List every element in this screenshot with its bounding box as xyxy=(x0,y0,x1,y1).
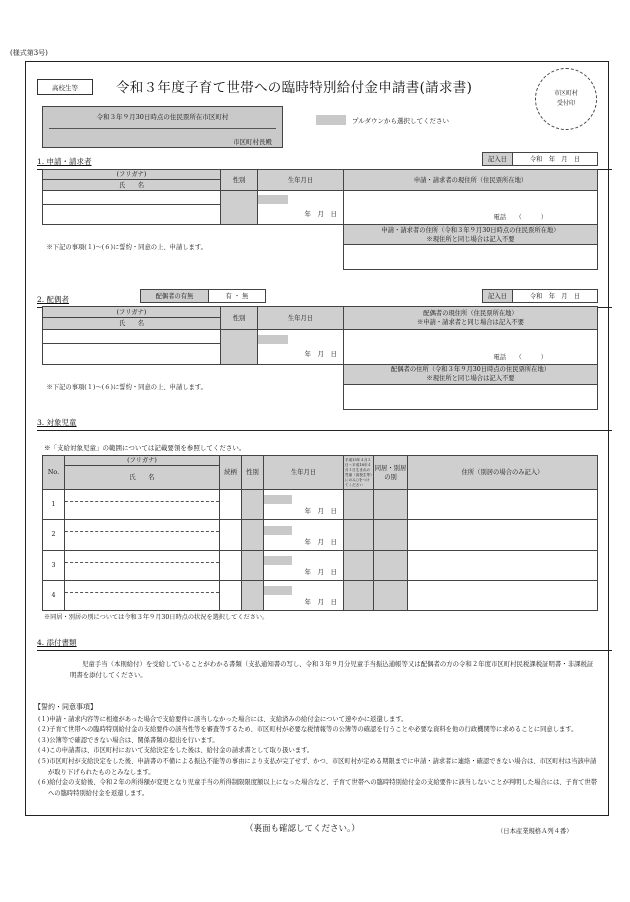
oath-item-3: (３)公簿等で確認できない場合は、関係書類の提出を行います。 xyxy=(38,736,219,744)
section-1-heading: 1. 申請・請求者 xyxy=(37,156,612,170)
oath-item-2: (２)子育て世帯への臨時特別給付金の支給要件の該当性等を審査等するため、市区町村が必要な税情報等の公簿等の確認を行うことや必要な資料を他の行政機関等に求めることに同意します。 xyxy=(38,726,578,734)
child-address-input[interactable] xyxy=(408,490,598,520)
s1-furigana-header: (フリガナ) xyxy=(43,170,221,180)
s2-era-select[interactable] xyxy=(258,335,288,344)
child-cohab-select[interactable] xyxy=(374,490,408,520)
s3-relation-header: 続柄 xyxy=(220,456,242,490)
s2-addr2-header: 配偶者の住所（令和３年９月30日時点の住民票所在地） ※現住所と同じ場合は記入不要 xyxy=(344,364,598,384)
child-gender-select[interactable] xyxy=(242,580,264,610)
child-era-select[interactable] xyxy=(264,526,292,535)
s1-date-field[interactable]: 令和 年 月 日 xyxy=(513,153,598,166)
child-dob-field[interactable]: 年 月 日 xyxy=(264,580,344,610)
s1-date-table xyxy=(482,152,598,166)
s1-dob-field[interactable]: 年 月 日 xyxy=(258,191,344,225)
applicant-table xyxy=(42,169,598,270)
spouse-presence xyxy=(140,289,266,303)
oath-heading: 【誓約・同意事項】 xyxy=(34,703,97,711)
seal-line-1: 市区町村 xyxy=(553,90,578,97)
child-gender-select[interactable] xyxy=(242,520,264,550)
child-no: 3 xyxy=(43,550,65,580)
level-label: 高校生等 xyxy=(37,79,93,95)
s2-date-field[interactable]: 令和 年 月 日 xyxy=(513,290,598,303)
oath-section xyxy=(34,702,598,799)
s2-gender-header: 性別 xyxy=(221,307,258,330)
s2-dob-field[interactable]: 年 月 日 xyxy=(258,330,344,364)
s4-attachment-text: 児童手当（本則給付）を受給していることがわかる書類（支払通知書の写し、令和３年９月分児童手当振込通帳等又は配偶者の方の令和２年度市区町村民税課税証明書・非課税証明書を添付してください。 xyxy=(70,660,594,679)
child-furigana-input[interactable] xyxy=(65,520,219,532)
child-name-input[interactable] xyxy=(65,593,219,610)
s1-name-header: 氏 名 xyxy=(43,180,221,191)
child-no: 1 xyxy=(43,490,65,520)
s3-furigana-header: (フリガナ) xyxy=(65,456,220,466)
child-furigana-input[interactable] xyxy=(65,490,219,502)
child-relation-input[interactable] xyxy=(220,580,242,610)
dropdown-note: プルダウンから選択してください xyxy=(352,117,449,125)
s2-pledge: ※下記の事項(１)～(６)に誓約・同意の上、申請します。 xyxy=(46,383,207,391)
s2-name-header: 氏 名 xyxy=(43,318,221,330)
spouse-presence-label: 配偶者の有無 xyxy=(141,290,209,303)
child-era-select[interactable] xyxy=(264,495,292,504)
s2-date-table xyxy=(482,289,598,303)
child-row-4 xyxy=(43,580,598,610)
municipality-suffix: 市区町村長殿 xyxy=(233,138,272,146)
s1-addr2-input[interactable] xyxy=(344,245,598,270)
s1-address-header: 申請・請求者の現住所（住民票所在地） xyxy=(344,170,598,191)
see-reverse-note: （裏面も確認してください。） xyxy=(245,824,360,834)
oath-item-1: (１)申請・請求内容等に相違があった場合で支給要件に該当しなかった場合には、支給済みの給付金について速やかに返還します。 xyxy=(38,715,408,723)
children-table xyxy=(42,455,598,611)
child-dob-field[interactable]: 年 月 日 xyxy=(264,490,344,520)
child-no: 2 xyxy=(43,520,65,550)
s3-gender-header: 性別 xyxy=(242,456,264,490)
s2-address-header: 配偶者の現住所（住民票所在地） ※申請・請求者と同じ場合は記入不要 xyxy=(344,307,598,330)
child-highschool-select[interactable] xyxy=(344,580,374,610)
child-name-input[interactable] xyxy=(65,532,219,549)
child-furigana-input[interactable] xyxy=(65,581,219,593)
reception-seal xyxy=(535,68,597,130)
s1-era-select[interactable] xyxy=(258,195,288,204)
child-highschool-select[interactable] xyxy=(344,490,374,520)
oath-item-5: (５)市区町村が支給決定をした後、申請書の不備による振込不能等の事由により支払が完了せず、かつ、市区町村が定める期限までに申請・請求者に連絡・確認できない場合は、市区町村は当該申請が取り下げられたものとみなします。 xyxy=(38,757,597,776)
child-era-select[interactable] xyxy=(264,586,292,595)
s3-highschool-note: 平成15年４月２日～平成18年４月１日生まれの児童（高校生等）にのみ○をつけてください xyxy=(344,456,374,490)
child-relation-input[interactable] xyxy=(220,490,242,520)
s3-address-header: 住所（別居の場合のみ記入） xyxy=(408,456,598,490)
form-number: (様式第3号) xyxy=(10,49,48,57)
s2-furigana-header: (フリガナ) xyxy=(43,307,221,318)
s3-footnote: ※同居・別居の別については令和３年９月30日時点の状況を選択してください。 xyxy=(44,614,269,621)
s1-furigana-input[interactable] xyxy=(43,191,221,205)
s2-address-input[interactable]: 電話 （ ） xyxy=(344,330,598,364)
municipality-label: 令和３年９月30日時点の住民票所在市区町村 xyxy=(96,113,229,121)
s1-dob-header: 生年月日 xyxy=(258,170,344,191)
child-furigana-input[interactable] xyxy=(65,551,219,563)
s1-addr2-header: 申請・請求者の住所（令和３年９月30日時点の住民票所在地） ※現住所と同じ場合は記入不要 xyxy=(344,225,598,245)
child-no: 4 xyxy=(43,580,65,610)
child-relation-input[interactable] xyxy=(220,550,242,580)
child-address-input[interactable] xyxy=(408,520,598,550)
child-name-input[interactable] xyxy=(65,563,219,580)
child-address-input[interactable] xyxy=(408,580,598,610)
child-gender-select[interactable] xyxy=(242,490,264,520)
child-row-2 xyxy=(43,520,598,550)
child-era-select[interactable] xyxy=(264,556,292,565)
child-dob-field[interactable]: 年 月 日 xyxy=(264,520,344,550)
s1-address-input[interactable]: 電話 （ ） xyxy=(344,191,598,225)
s3-name-header: 氏 名 xyxy=(65,466,220,490)
municipality-select[interactable] xyxy=(42,106,283,148)
s2-date-label: 記入日 xyxy=(483,290,513,303)
s2-gender-select[interactable] xyxy=(221,330,258,364)
s1-gender-select[interactable] xyxy=(221,191,258,225)
oath-item-4: (４)この申請書は、市区町村において支給決定をした後は、給付金の請求書として取り扱います。 xyxy=(38,747,314,755)
s3-dob-header: 生年月日 xyxy=(264,456,344,490)
s2-furigana-input[interactable] xyxy=(43,330,221,344)
dropdown-legend-swatch xyxy=(316,115,346,125)
child-row-3 xyxy=(43,550,598,580)
spouse-table xyxy=(42,306,598,410)
child-name-input[interactable] xyxy=(65,502,219,519)
s1-name-input[interactable] xyxy=(43,205,221,225)
child-dob-field[interactable]: 年 月 日 xyxy=(264,550,344,580)
child-highschool-select[interactable] xyxy=(344,550,374,580)
s2-addr2-input[interactable] xyxy=(344,384,598,409)
jis-size-note: （日本産業規格Ａ列４番） xyxy=(497,828,573,835)
form-title: 令和３年度子育て世帯への臨時特別給付金申請書(請求書) xyxy=(116,80,473,96)
s2-dob-header: 生年月日 xyxy=(258,307,344,330)
oath-item-6: (６)給付金の支給後、令和２年の所得額が変更となり児童手当の所得制限限度額以上になった場合など、子育て世帯への臨時特別給付金の支給要件に該当しないことが判明した場合には、子育て世帯への臨時特別給付金を返還します。 xyxy=(38,779,598,797)
child-cohab-select[interactable] xyxy=(374,580,408,610)
child-address-input[interactable] xyxy=(408,550,598,580)
child-cohab-select[interactable] xyxy=(374,520,408,550)
s1-pledge: ※下記の事項(１)～(６)に誓約・同意の上、申請します。 xyxy=(46,243,207,251)
section-4-heading: 4. 添付書類 xyxy=(37,637,612,651)
section-2-heading: 2. 配偶者 xyxy=(37,294,612,308)
spouse-presence-select[interactable]: 有 ・ 無 xyxy=(209,290,266,303)
section-3-heading: 3. 対象児童 xyxy=(37,417,612,431)
s3-scope-note: ※「支給対象児童」の範囲については記載要領を参照してください。 xyxy=(44,444,246,452)
child-highschool-select[interactable] xyxy=(344,520,374,550)
s2-name-input[interactable] xyxy=(43,344,221,364)
seal-line-2: 受付印 xyxy=(556,100,575,107)
s3-cohab-header: 同居・別居の別 xyxy=(374,456,408,490)
child-relation-input[interactable] xyxy=(220,520,242,550)
municipality-divider xyxy=(49,128,276,129)
s3-no-header: No. xyxy=(43,456,65,490)
s1-gender-header: 性別 xyxy=(221,170,258,191)
child-cohab-select[interactable] xyxy=(374,550,408,580)
s1-date-label: 記入日 xyxy=(483,153,513,166)
child-row-1 xyxy=(43,490,598,520)
child-gender-select[interactable] xyxy=(242,550,264,580)
